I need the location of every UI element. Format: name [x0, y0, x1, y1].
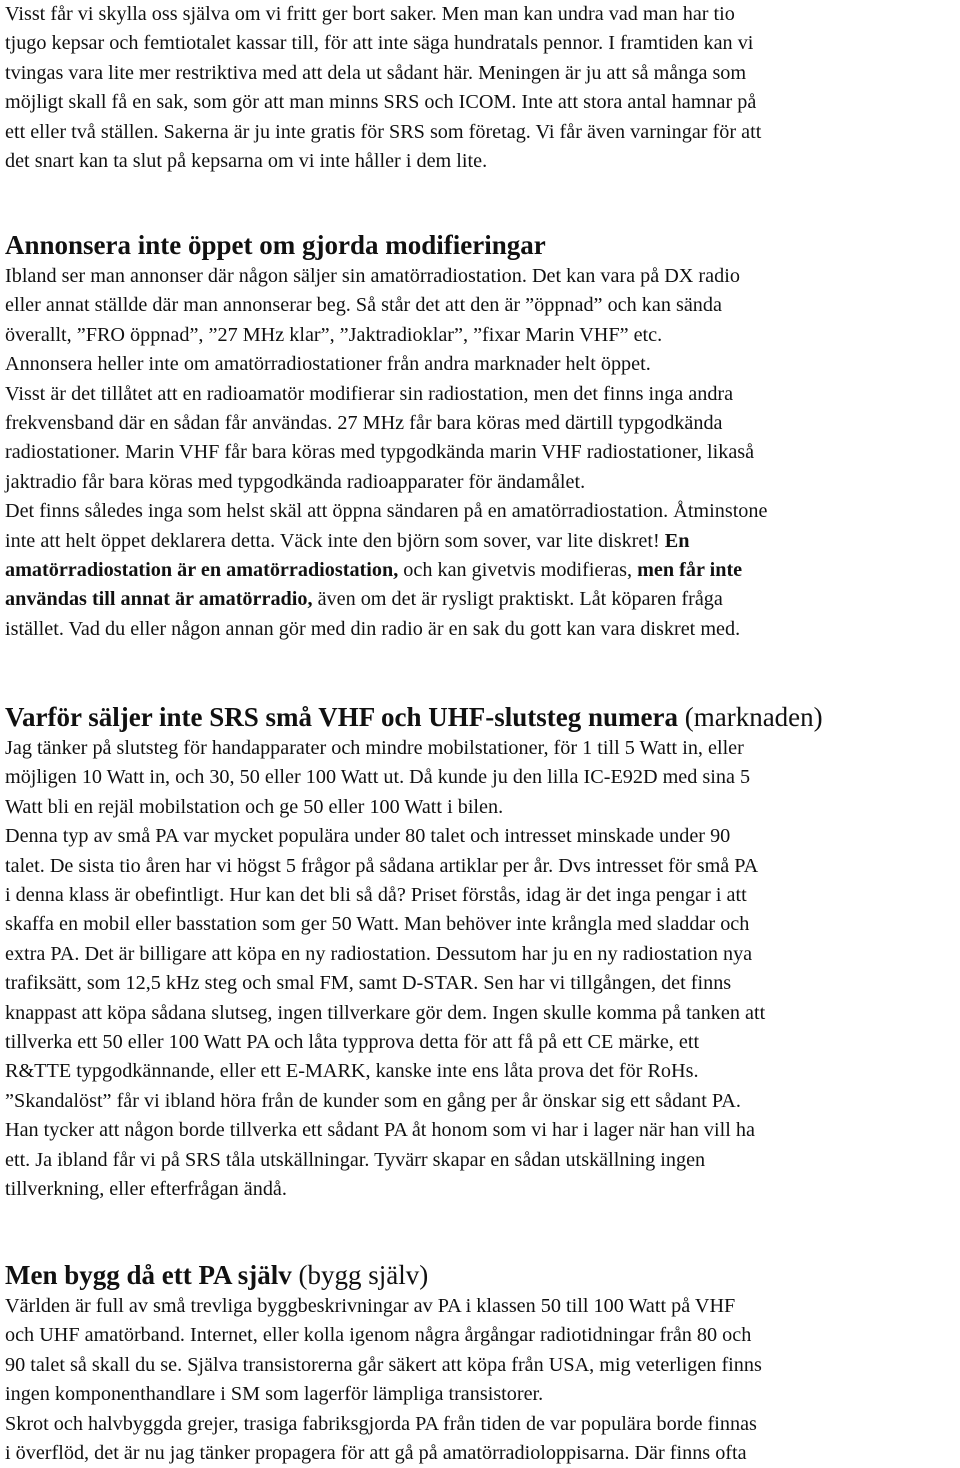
- heading-bold: Varför säljer inte SRS små VHF och UHF-slutsteg numera: [5, 702, 678, 732]
- text-line: skaffa en mobil eller basstation som ger 50 Watt. Man behöver inte krångla med sladdar och: [5, 913, 750, 936]
- text-line: trafiksätt, som 12,5 kHz steg och smal FM, samt D-STAR. Sen har vi tillgången, det finns: [5, 972, 732, 995]
- text-line: i överflöd, det är nu jag tänker propagera för att gå på amatörradioloppisarna. Där finns ofta: [5, 1442, 747, 1465]
- text-line: tillverka ett 50 eller 100 Watt PA och låta typprova detta för att få på ett CE märke, ett: [5, 1031, 700, 1054]
- text-line: eller annat ställde där man annonserar beg. Så står det att den är ”öppnad” och kan sända: [5, 294, 722, 317]
- heading-normal: (marknaden): [677, 702, 823, 732]
- text-span: även om det är rysligt praktiskt. Låt köparen fråga: [312, 588, 723, 611]
- section-heading: Annonsera inte öppet om gjorda modifieringar: [5, 230, 546, 260]
- heading-bold: Men bygg då ett PA själv: [5, 1260, 292, 1290]
- text-line: Skrot och halvbyggda grejer, trasiga fabriksgjorda PA från tiden de var populära borde finnas: [5, 1412, 757, 1435]
- text-line: ”Skandalöst” får vi ibland höra från de kunder som en gång per år önskar sig ett sådant PA.: [5, 1089, 741, 1112]
- text-line: Visst är det tillåtet att en radioamatör modifierar sin radiostation, men det finns inga andra: [5, 382, 734, 405]
- text-line: Annonsera heller inte om amatörradiostationer från andra marknader helt öppet.: [5, 353, 651, 376]
- section-heading: [5, 700, 823, 734]
- text-line: R&TTE typgodkännande, eller ett E-MARK, kanske inte ens låta prova det för RoHs.: [5, 1060, 699, 1083]
- text-line: Världen är full av små trevliga byggbeskrivningar av PA i klassen 50 till 100 Watt på VHF: [5, 1295, 736, 1317]
- text-line: jaktradio får bara köras med typgodkända radioapparater för ändamålet.: [5, 470, 586, 493]
- section-heading: [5, 1258, 762, 1292]
- text-line: Denna typ av små PA var mycket populära under 80 talet och intresset minskade under 90: [5, 825, 731, 848]
- bold-span: användas till annat är amatörradio,: [5, 588, 313, 611]
- text-line: möjligen 10 Watt in, och 30, 50 eller 100 Watt ut. Då kunde ju den lilla IC-E92D med sina 5: [5, 766, 751, 789]
- text-line: istället. Vad du eller någon annan gör med din radio är en sak du gott kan vara diskret med.: [5, 617, 741, 640]
- heading-normal: (bygg själv): [291, 1260, 429, 1290]
- text-line: i denna klass är obefintligt. Hur kan det bli så då? Priset förstås, idag är det inga pengar i att: [5, 884, 747, 907]
- text-line: möjligt skall få en sak, som gör att man minns SRS och ICOM. Inte att stora antal hamnar på: [5, 91, 757, 114]
- text-line: Visst får vi skylla oss själva om vi fritt ger bort saker. Men man kan undra vad man har tio: [5, 3, 735, 25]
- text-line: Jag tänker på slutsteg för handapparater och mindre mobilstationer, för 1 till 5 Watt in, eller: [5, 737, 744, 759]
- text-line: tvingas vara lite mer restriktiva med att dela ut sådant här. Meningen är ju att så många som: [5, 61, 747, 84]
- text-line-mixed: [5, 585, 767, 614]
- text-line: överallt, ”FRO öppnad”, ”27 MHz klar”, ”Jaktradioklar”, ”fixar Marin VHF” etc.: [5, 323, 663, 346]
- text-line: det snart kan ta slut på kepsarna om vi inte håller i dem lite.: [5, 150, 488, 173]
- text-line: Han tycker att någon borde tillverka ett sådant PA åt honom som vi har i lager när han vill ha: [5, 1119, 755, 1142]
- build-section: [5, 1258, 762, 1468]
- text-line: Ibland ser man annonser där någon säljer sin amatörradiostation. Det kan vara på DX radio: [5, 265, 740, 287]
- text-line: knappast att köpa sådana slutseg, ingen tillverkare gör dem. Ingen skulle komma på tanken att: [5, 1001, 766, 1024]
- text-line: ingen komponenthandlare i SM som lagerför lämpliga transistorer.: [5, 1383, 544, 1406]
- text-line: tillverkning, eller efterfrågan ändå.: [5, 1178, 287, 1201]
- text-span: inte att helt öppet deklarera detta. Väck inte den björn som sover, var lite diskret!: [5, 529, 660, 552]
- intro-section: [5, 0, 761, 176]
- text-line: ett eller två ställen. Sakerna är ju inte gratis för SRS som företag. Vi får även varningar för att: [5, 120, 762, 143]
- text-span: och kan givetvis modifieras,: [398, 559, 638, 582]
- text-line: Det finns således inga som helst skäl att öppna sändaren på en amatörradiostation. Åtminstone: [5, 500, 768, 523]
- text-line: tjugo kepsar och femtiotalet kassar till, för att inte säga hundratals pennor. I framtiden kan vi: [5, 32, 754, 55]
- text-line: talet. De sista tio åren har vi högst 5 frågor på sådana artiklar per år. Dvs intresset för små PA: [5, 854, 759, 877]
- text-line: och UHF amatörband. Internet, eller kolla igenom några årgångar radiotidningar från 80 och: [5, 1324, 752, 1347]
- text-line: extra PA. Det är billigare att köpa en ny radiostation. Dessutom har ju en ny radiostation nya: [5, 942, 753, 965]
- text-line-mixed: [5, 527, 767, 556]
- text-line: 90 talet så skall du se. Själva transistorerna går säkert att köpa från USA, mig veterligen finns: [5, 1353, 762, 1376]
- text-line-mixed: [5, 556, 767, 585]
- text-line: radiostationer. Marin VHF får bara köras med typgodkända marin VHF radiostationer, likaså: [5, 441, 755, 464]
- bold-span: En: [664, 529, 690, 552]
- bold-span: men får inte: [637, 559, 743, 582]
- text-line: frekvensband där en sådan får användas. 27 MHz får bara köras med därtill typgodkända: [5, 412, 723, 435]
- text-line: ett. Ja ibland får vi på SRS tåla utskällningar. Tyvärr skapar en sådan utskällning ingen: [5, 1148, 706, 1171]
- text-line: Watt bli en rejäl mobilstation och ge 50 eller 100 Watt i bilen.: [5, 795, 504, 818]
- vhf-section: [5, 700, 823, 1205]
- bold-span: amatörradiostation är en amatörradiostation,: [5, 559, 399, 582]
- ads-section: [5, 228, 767, 644]
